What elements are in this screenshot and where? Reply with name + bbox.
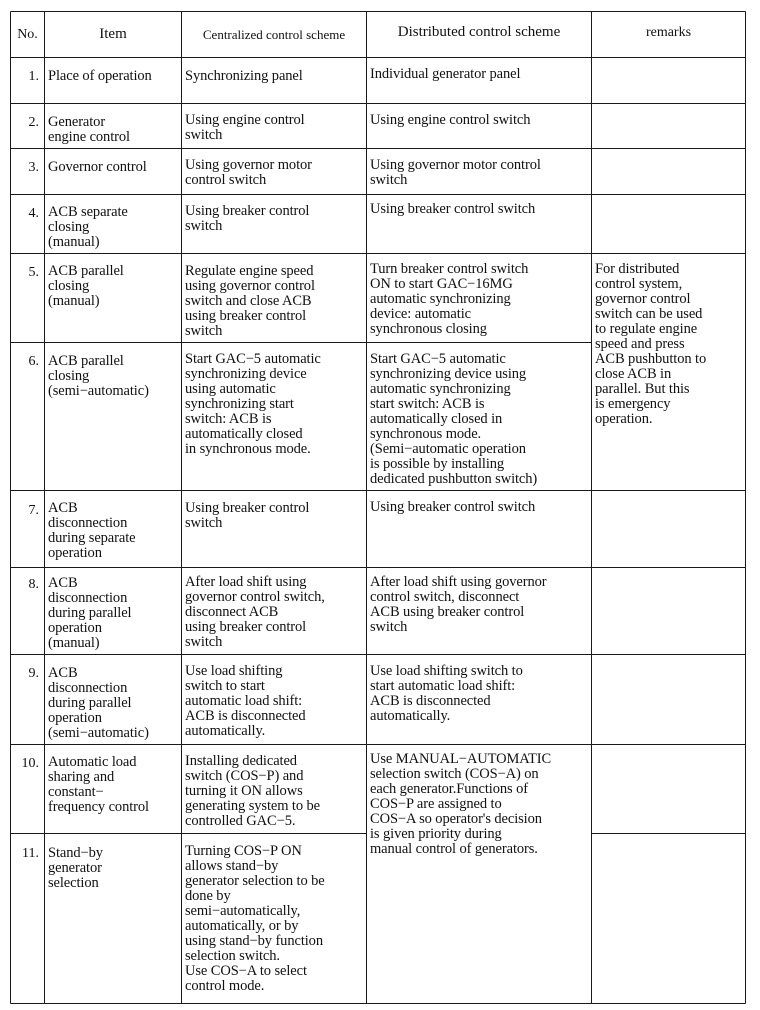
centralized-cell: Using governor motor control switch (185, 158, 312, 188)
header-centralized: Centralized control scheme (202, 27, 346, 42)
centralized-cell: Using engine control switch (185, 113, 305, 143)
distributed-cell: Individual generator panel (370, 67, 521, 82)
row-number: 7. (28, 503, 39, 518)
centralized-cell: Turning COS−P ON allows stand−by generator selection to be done by semi−automatically, automatically, or by using stand−by function selection switch. Use COS−A to select control mode. (185, 844, 325, 994)
item-cell: ACB disconnection during separate operation (48, 501, 136, 561)
item-cell: Governor control (48, 160, 147, 175)
header-remarks: remarks (645, 25, 692, 40)
distributed-cell: After load shift using governor control switch, disconnect ACB using breaker control switch (370, 575, 547, 635)
item-cell: ACB parallel closing (manual) (48, 264, 124, 309)
item-cell: ACB disconnection during parallel operation (semi−automatic) (48, 666, 149, 741)
distributed-cell: Use load shifting switch to start automatic load shift: ACB is disconnected automatically. (370, 664, 523, 724)
item-cell: Stand−by generator selection (48, 846, 103, 891)
row-number: 6. (28, 354, 39, 369)
centralized-cell: Using breaker control switch (185, 501, 310, 531)
centralized-cell: Synchronizing panel (185, 69, 303, 84)
item-cell: ACB disconnection during parallel operation (manual) (48, 576, 132, 651)
item-cell: ACB parallel closing (semi−automatic) (48, 354, 149, 399)
centralized-cell: Start GAC−5 automatic synchronizing device using automatic synchronizing start switch: ACB is automatically closed in synchronous mode. (185, 352, 321, 457)
item-cell: Generator engine control (48, 115, 130, 145)
header-no: No. (17, 27, 38, 42)
distributed-cell: Start GAC−5 automatic synchronizing device using automatic synchronizing start switch: ACB is automatically closed in synchronous mode. (Semi−automatic operation is possible by installing dedicated pushbutton switch) (370, 352, 538, 487)
row-number: 10. (21, 756, 39, 771)
centralized-cell: Regulate engine speed using governor control switch and close ACB using breaker control switch (185, 264, 315, 339)
row-number: 2. (28, 115, 39, 130)
header-item: Item (99, 26, 127, 42)
row-number: 11. (22, 846, 39, 861)
remarks-cell: For distributed control system, governor control switch can be used to regulate engine speed and press ACB pushbutton to close ACB in parallel. But this is emergency operation. (595, 262, 707, 427)
distributed-cell: Using governor motor control switch (370, 158, 541, 188)
row-number: 5. (28, 265, 39, 280)
item-cell: Place of operation (48, 69, 152, 84)
distributed-cell: Using engine control switch (370, 113, 531, 128)
centralized-cell: Use load shifting switch to start automatic load shift: ACB is disconnected automatically. (185, 664, 306, 739)
centralized-cell: Using breaker control switch (185, 204, 310, 234)
distributed-cell: Use MANUAL−AUTOMATIC selection switch (COS−A) on each generator.Functions of COS−P are assigned to COS−A so operator's decision is given priority during manual control of generators. (370, 752, 552, 857)
row-number: 8. (28, 577, 39, 592)
item-cell: Automatic load sharing and constant− frequency control (48, 755, 149, 815)
item-cell: ACB separate closing (manual) (48, 205, 128, 250)
centralized-cell: After load shift using governor control switch, disconnect ACB using breaker control switch (185, 575, 325, 650)
row-number: 1. (28, 69, 39, 84)
distributed-cell: Using breaker control switch (370, 500, 536, 515)
header-distributed: Distributed control scheme (397, 24, 561, 40)
row-number: 4. (28, 206, 39, 221)
row-number: 3. (28, 160, 39, 175)
centralized-cell: Installing dedicated switch (COS−P) and turning it ON allows generating system to be controlled GAC−5. (185, 754, 321, 829)
distributed-cell: Turn breaker control switch ON to start GAC−16MG automatic synchronizing device: automatic synchronous closing (370, 262, 529, 337)
row-number: 9. (28, 666, 39, 681)
distributed-cell: Using breaker control switch (370, 202, 536, 217)
